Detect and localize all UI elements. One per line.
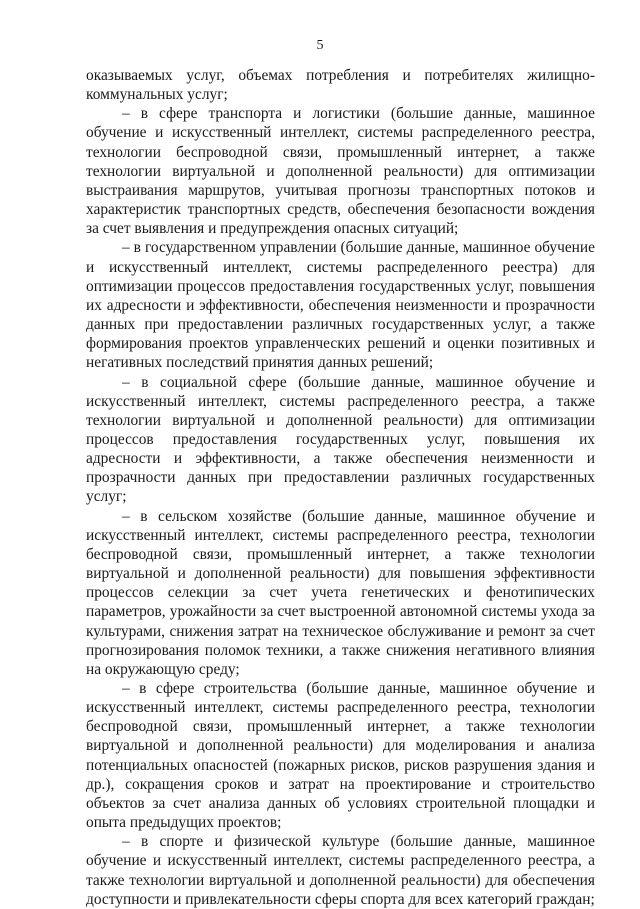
paragraph-transport-logistics: – в сфере транспорта и логистики (большие данные, машинное обучение и искусственный интеллект, системы распределенного реестра, технологии беспроводной связи, промышленный интернет, а также технологии виртуальной и дополненной реальности) для оптимизации выстраивания маршрутов, учитывая прогнозы транспортных потоков и характеристик транспортных средств, обеспечения безопасности вождения за счет выявления и предупреждения опасных ситуаций; — [86, 105, 595, 238]
paragraph-public-administration: – в государственном управлении (большие данные, машинное обучение и искусственный интеллект, системы распределенного реестра) для оптимизации процессов предоставления государственных услуг, повышения их адресности и эффективности, обеспечения неизменности и прозрачности данных при предоставлении различных государственных услуг, а также формирования проектов управленческих решений и оценки позитивных и негативных последствий принятия данных решений; — [86, 239, 595, 372]
paragraph-sports-physical-culture: – в спорте и физической культуре (большие данные, машинное обучение и искусственный интеллект, системы распределенного реестра, а также технологии виртуальной и дополненной реальности) для обеспечения доступности и привлекательности сферы спорта для всех категорий граждан; — [86, 833, 595, 908]
document-body — [86, 66, 595, 909]
paragraph-construction: – в сфере строительства (большие данные, машинное обучение и искусственный интеллект, системы распределенного реестра, технологии беспроводной связи, промышленный интернет, а также технологии виртуальной и дополненной реальности) для моделирования и анализа потенциальных опасностей (пожарных рисков, рисков разрушения здания и др.), сокращения сроков и затрат на проектирование и строительство объектов за счет анализа данных об условиях строительной площадки и опыта предыдущих проектов; — [86, 680, 595, 832]
paragraph-social-sphere: – в социальной сфере (большие данные, машинное обучение и искусственный интеллект, системы распределенного реестра, а также технологии виртуальной и дополненной реальности) для оптимизации процессов предоставления государственных услуг, повышения их адресности и эффективности, а также обеспечения неизменности и прозрачности данных при предоставлении различных государственных услуг; — [86, 373, 595, 506]
paragraph-agriculture: – в сельском хозяйстве (большие данные, машинное обучение и искусственный интеллект, системы распределенного реестра, технологии беспроводной связи, промышленный интернет, а также технологии виртуальной и дополненной реальности) для повышения эффективности процессов селекции за счет учета генетических и фенотипических параметров, урожайности за счет выстроенной автономной системы ухода за культурами, снижения затрат на техническое обслуживание и ремонт за счет прогнозирования поломок техники, а также снижения негативного влияния на окружающую среду; — [86, 507, 595, 678]
paragraph-housing-services-continuation: оказываемых услуг, объемах потребления и потребителях жилищно-коммунальных услуг; — [86, 67, 595, 104]
page-number: 5 — [316, 38, 324, 53]
